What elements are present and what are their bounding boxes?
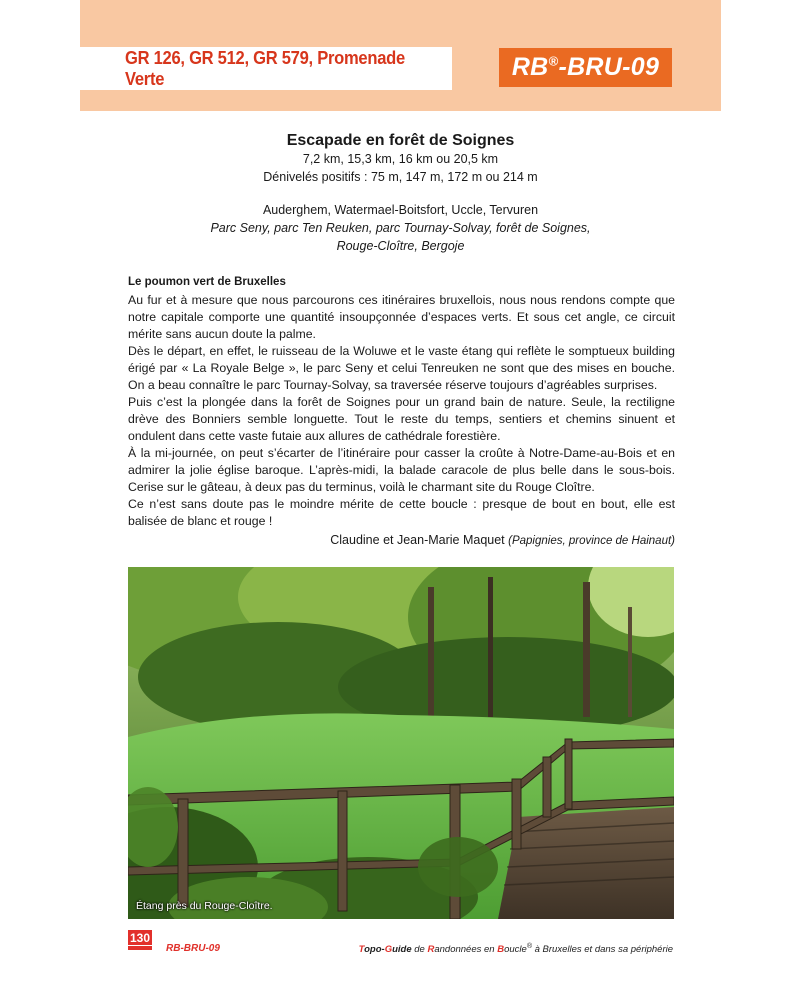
route-code-label: RB®-BRU-09 — [511, 53, 660, 81]
walk-elevation: Dénivelés positifs : 75 m, 147 m, 172 m ou 214 m — [263, 170, 538, 184]
route-code-badge — [499, 48, 672, 87]
pond-photo — [128, 567, 674, 919]
page-number — [128, 930, 152, 950]
article-authors — [128, 532, 675, 550]
walk-summary — [128, 130, 673, 255]
gr-routes-box — [80, 47, 452, 90]
page-number-rule — [128, 945, 152, 946]
pond-photo-illustration — [128, 567, 674, 919]
article — [128, 274, 675, 550]
walk-sites-line-2: Rouge-Cloître, Bergoje — [336, 239, 465, 253]
article-paragraph: Dès le départ, en effet, le ruisseau de la Woluwe et le vaste étang qui reflète le somptueux building érigé par « La Royale Belge », le parc Seny et celui Tenreuken ne sont que des mises en bouche. On a beau connaître le parc Tournay-Solvay, sa traversée réserve toujours d’agréables surprises. — [128, 344, 675, 392]
page-number-label: 130 — [129, 931, 151, 945]
photo-caption: Étang près du Rouge-Cloître. — [136, 900, 273, 912]
gr-routes-label: GR 126, GR 512, GR 579, Promenade Verte — [125, 47, 405, 89]
walk-distances: 7,2 km, 15,3 km, 16 km ou 20,5 km — [302, 152, 499, 166]
article-paragraph: Ce n’est sans doute pas le moindre mérite de cette boucle : presque de bout en bout, elle est balisée de blanc et rouge ! — [128, 497, 675, 528]
article-paragraph: Au fur et à mesure que nous parcourons ces itinéraires bruxellois, nous nous rendons compte que notre capitale comporte une quantité insoupçonnée d’espaces verts. Et sous cet angle, ce circuit mérite sans aucun doute la palme. — [128, 293, 675, 341]
article-heading: Le poumon vert de Bruxelles — [128, 276, 286, 288]
authors-origin: (Papignies, province de Hainaut) — [508, 535, 675, 547]
walk-communes: Auderghem, Watermael-Boitsfort, Uccle, Tervuren — [262, 203, 539, 217]
article-paragraph: Puis c’est la plongée dans la forêt de Soignes pour un grand bain de nature. Seule, la rectiligne drève des Bonniers semble longuette. Tout le reste du temps, sentiers et chemins sinuent et ondulent dans cette vaste futaie aux allures de cathédrale forestière. — [128, 395, 675, 443]
walk-title: Escapade en forêt de Soignes — [286, 132, 515, 149]
authors-name: Claudine et Jean-Marie Maquet — [330, 533, 505, 547]
footer-guide-title: Topo-Guide de Randonnées en Boucle® à Bruxelles et dans sa périphérie — [358, 943, 673, 956]
walk-sites-line-1: Parc Seny, parc Ten Reuken, parc Tournay-Solvay, forêt de Soignes, — [210, 221, 591, 235]
footer-route-code: RB-BRU-09 — [166, 943, 220, 954]
article-paragraph: À la mi-journée, on peut s’écarter de l’itinéraire pour casser la croûte à Notre-Dame-au-Bois et en admirer la jolie église baroque. L’après-midi, la balade caracole de plus belle dans le sous-bois. Cerise sur le gâteau, à deux pas du terminus, voilà le charmant site du Rouge Cloître. — [128, 446, 675, 494]
